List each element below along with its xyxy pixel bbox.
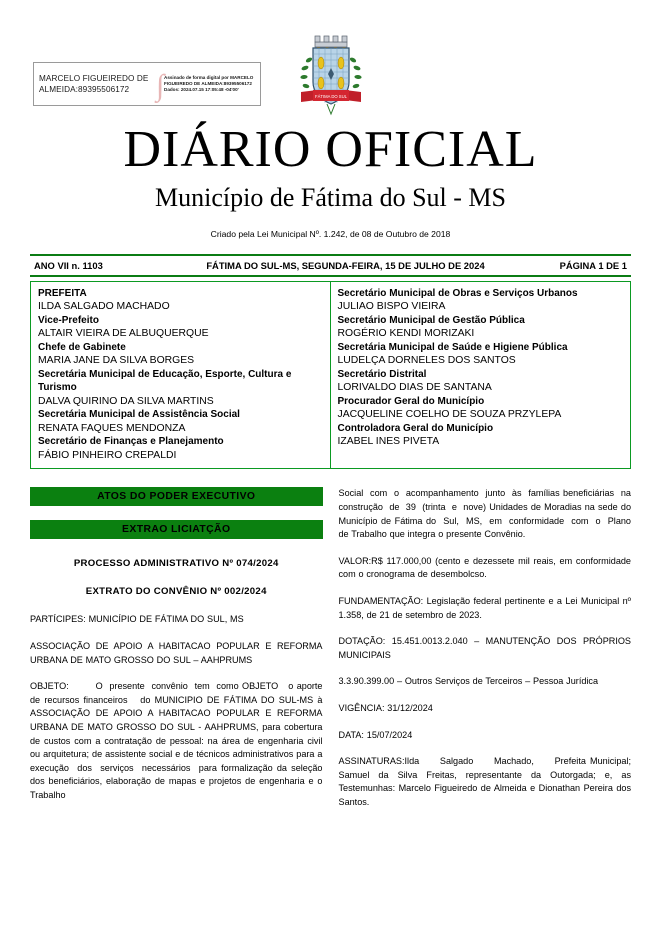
official-person: FÁBIO PINHEIRO CREPALDI <box>38 449 177 461</box>
participants-paragraph: PARTÍCIPES: MUNICÍPIO DE FÁTIMA DO SUL, MS <box>30 614 244 625</box>
official-person: LUDELÇA DORNELES DOS SANTOS <box>337 355 516 367</box>
creation-law-line: Criado pela Lei Municipal Nº. 1.242, de 08 de Outubro de 2018 <box>210 229 451 239</box>
official-role: Secretário de Finanças e Planejamento <box>38 436 224 448</box>
official-person: JULIAO BISPO VIEIRA <box>337 301 446 313</box>
officials-column-left <box>31 282 331 468</box>
signature-flourish-icon: ∫ <box>156 69 165 102</box>
signature-detail-line-3: Dados: 2024.07.15 17:05:48 -04'00' <box>164 87 239 93</box>
official-role: Secretária Municipal de Educação, Esporte, Cultura e Turismo <box>38 369 292 394</box>
content-columns <box>30 487 637 809</box>
official-person: DALVA QUIRINO DA SILVA MARTINS <box>38 395 214 407</box>
official-role: Controladora Geral do Município <box>337 423 494 434</box>
dotacao-detail-paragraph: 3.3.90.399.00 – Outros Serviços de Terceiros – Pessoa Jurídica <box>338 676 599 687</box>
official-role: Secretário Municipal de Gestão Pública <box>337 315 525 326</box>
object-paragraph: OBJETO: O presente convênio tem como OBJETO o aporte de recursos financeiros do MUNICIPIO DE FÁTIMA DO SUL-MS à ASSOCIAÇÃO DE APOIO A HABITACAO POPULAR E REFORMA URBANA DE MATO GROSSO DO SUL - AAHPRUMS, para cobertura de custos com a contratação de pessoal: na área de engenharia civil ou arquitetura; de assistente social e de técnicos administrativos para a execução dos serviços necessários para formalização da seleção dos beneficiários, elaboração de mapas e projetos de engenharia e o Trabalho <box>30 681 329 800</box>
edition-page-number: PÁGINA 1 DE 1 <box>559 260 627 271</box>
fundamentacao-paragraph: FUNDAMENTAÇÃO: Legislação federal pertinente e a Lei Municipal nº 1.358, de 21 de setembro de 2023. <box>338 595 631 620</box>
coat-of-arms-icon <box>297 26 365 120</box>
official-person: ALTAIR VIEIRA DE ALBUQUERQUE <box>38 328 209 340</box>
official-role: Secretária Municipal de Saúde e Higiene Pública <box>337 342 568 353</box>
official-person: RENATA FAQUES MENDONZA <box>38 422 186 434</box>
vigencia-paragraph: VIGÊNCIA: 31/12/2024 <box>338 702 433 713</box>
official-role: Vice-Prefeito <box>38 315 99 326</box>
official-role: Secretário Distrital <box>337 369 427 380</box>
agreement-extract-heading: EXTRATO DO CONVÊNIO Nº 002/2024 <box>85 586 267 598</box>
administrative-process-heading: PROCESSO ADMINISTRATIVO Nº 074/2024 <box>73 558 279 570</box>
section-banner-bidding: EXTRAO LICIATÇÃO <box>30 520 323 539</box>
assinaturas-paragraph: ASSINATURAS:Ilda Salgado Machado, Prefeita Municipal; Samuel da Silva Freitas, representante da Outorgada; e, as Testemunhas: Marcelo Figueiredo de Almeida e Dionathan Pereira dos Santos. <box>338 756 634 807</box>
officials-column-right <box>331 282 631 468</box>
official-person: LORIVALDO DIAS DE SANTANA <box>337 382 492 394</box>
valor-paragraph: VALOR:R$ 117.000,00 (cento e dezessete mil reais, em conformidade com o cronograma de desembolcso. <box>338 555 631 580</box>
divider-bottom <box>30 275 631 277</box>
section-banner-executive-acts: ATOS DO PODER EXECUTIVO <box>30 487 323 506</box>
official-role: Procurador Geral do Município <box>337 396 485 407</box>
edition-place-date: FÁTIMA DO SUL-MS, SEGUNDA-FEIRA, 15 DE JULHO DE 2024 <box>206 260 485 271</box>
official-role: Chefe de Gabinete <box>38 342 126 353</box>
svg-text:FÁTIMA DO SUL: FÁTIMA DO SUL <box>314 94 347 99</box>
object-continuation-paragraph: Social com o acompanhamento junto às famílias beneficiárias na construção de 39 (trinta e nove) Unidades de Moradias na sede do Município de Fátima do Sul, MS, em conformidade com o Plano de Trabalho que integra o presente Convênio. <box>338 488 637 540</box>
official-person: MARIA JANE DA SILVA BORGES <box>38 355 195 367</box>
association-paragraph: ASSOCIAÇÃO DE APOIO A HABITACAO POPULAR E REFORMA URBANA DE MATO GROSSO DO SUL – AAHPRUMS <box>30 641 323 665</box>
official-person: JACQUELINE COELHO DE SOUZA PRZYLEPA <box>337 409 562 421</box>
signature-detail-line-1: Assinado de forma digital por MARCELO <box>164 74 254 80</box>
official-person: ILDA SALGADO MACHADO <box>38 301 170 313</box>
page-title: DIÁRIO OFICIAL <box>123 121 538 178</box>
content-column-left <box>30 487 329 809</box>
official-role: Secretária Municipal de Assistência Social <box>38 409 240 421</box>
dotacao-paragraph: DOTAÇÃO: 15.451.0013.2.040 – MANUTENÇÃO DOS PRÓPRIOS MUNICIPAIS <box>338 636 631 660</box>
page-subtitle: Município de Fátima do Sul - MS <box>155 183 506 212</box>
signature-detail-line-2: FIGUEIREDO DE ALMEIDA:89395506172 <box>164 80 252 86</box>
official-person: ROGÉRIO KENDI MORIZAKI <box>337 328 475 340</box>
officials-box <box>30 281 631 469</box>
data-paragraph: DATA: 15/07/2024 <box>338 729 413 740</box>
emblem-banner <box>301 90 361 102</box>
content-column-right <box>338 487 637 809</box>
edition-year-issue: ANO VII n. 1103 <box>34 260 103 271</box>
coat-of-arms-container <box>0 26 661 120</box>
edition-infobar <box>30 256 631 275</box>
official-role: Secretário Municipal de Obras e Serviços Urbanos <box>337 288 578 299</box>
signature-signer-name: MARCELO FIGUEIREDO DE ALMEIDA:89395506172 <box>39 74 149 94</box>
official-person: IZABEL INES PIVETA <box>337 436 440 448</box>
official-role: PREFEITA <box>38 288 87 299</box>
